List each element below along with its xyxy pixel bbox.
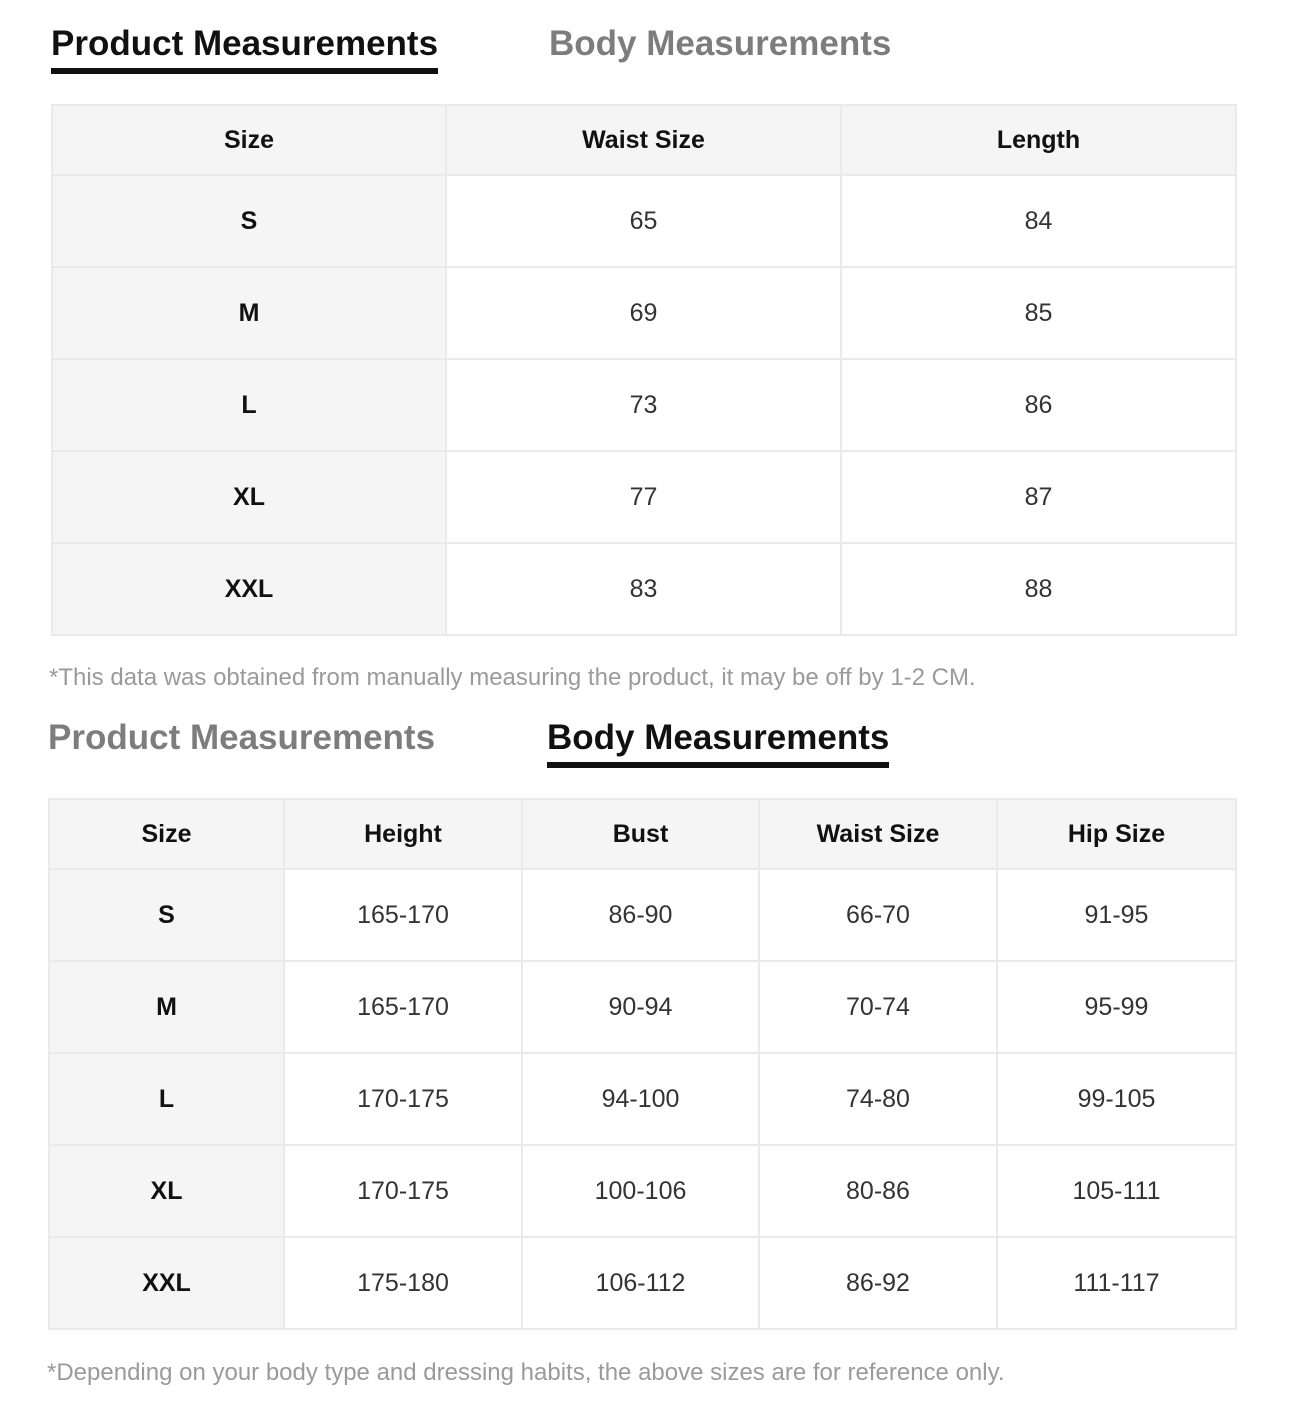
tab-product-measurements[interactable]: Product Measurements	[48, 718, 436, 757]
column-header: Hip Size	[997, 799, 1236, 869]
column-header: Waist Size	[446, 105, 841, 175]
waist-size-cell: 80-86	[759, 1145, 997, 1237]
measurement-tabs	[0, 694, 1300, 794]
table-row	[52, 267, 1236, 359]
product-measurements-section	[0, 0, 1300, 691]
waist-size-cell: 73	[446, 359, 841, 451]
size-cell: XL	[49, 1145, 284, 1237]
size-cell: M	[49, 961, 284, 1053]
column-header: Size	[52, 105, 446, 175]
waist-size-cell: 86-92	[759, 1237, 997, 1329]
bust-cell: 94-100	[522, 1053, 759, 1145]
length-cell: 85	[841, 267, 1236, 359]
table-row	[49, 1237, 1236, 1329]
size-cell: L	[52, 359, 446, 451]
body-measurements-section	[0, 694, 1300, 1386]
length-cell: 88	[841, 543, 1236, 635]
hip-size-cell: 99-105	[997, 1053, 1236, 1145]
tab-product-measurements[interactable]: Product Measurements	[51, 22, 438, 74]
column-header: Length	[841, 105, 1236, 175]
table-header-row	[52, 105, 1236, 175]
table-row	[49, 1145, 1236, 1237]
bust-cell: 100-106	[522, 1145, 759, 1237]
table-row	[52, 175, 1236, 267]
size-cell: S	[49, 869, 284, 961]
height-cell: 165-170	[284, 869, 522, 961]
waist-size-cell: 74-80	[759, 1053, 997, 1145]
waist-size-cell: 77	[446, 451, 841, 543]
waist-size-cell: 66-70	[759, 869, 997, 961]
hip-size-cell: 95-99	[997, 961, 1236, 1053]
waist-size-cell: 65	[446, 175, 841, 267]
table-row	[52, 451, 1236, 543]
height-cell: 170-175	[284, 1053, 522, 1145]
bust-cell: 90-94	[522, 961, 759, 1053]
measurement-tabs	[0, 0, 1300, 100]
size-cell: XXL	[49, 1237, 284, 1329]
size-cell: XL	[52, 451, 446, 543]
size-cell: L	[49, 1053, 284, 1145]
length-cell: 84	[841, 175, 1236, 267]
hip-size-cell: 111-117	[997, 1237, 1236, 1329]
column-header: Size	[49, 799, 284, 869]
column-header: Height	[284, 799, 522, 869]
column-header: Waist Size	[759, 799, 997, 869]
length-cell: 87	[841, 451, 1236, 543]
size-cell: XXL	[52, 543, 446, 635]
reference-disclaimer: *Depending on your body type and dressing habits, the above sizes are for reference only.	[47, 1359, 1005, 1386]
table-row	[49, 1053, 1236, 1145]
height-cell: 165-170	[284, 961, 522, 1053]
bust-cell: 86-90	[522, 869, 759, 961]
table-row	[49, 961, 1236, 1053]
table-row	[49, 869, 1236, 961]
height-cell: 175-180	[284, 1237, 522, 1329]
tab-body-measurements[interactable]: Body Measurements	[549, 24, 892, 63]
column-header: Bust	[522, 799, 759, 869]
body-size-table	[48, 798, 1237, 1330]
table-header-row	[49, 799, 1236, 869]
waist-size-cell: 70-74	[759, 961, 997, 1053]
table-row	[52, 359, 1236, 451]
waist-size-cell: 69	[446, 267, 841, 359]
measurement-disclaimer: *This data was obtained from manually measuring the product, it may be off by 1-2 CM.	[49, 664, 976, 691]
waist-size-cell: 83	[446, 543, 841, 635]
hip-size-cell: 91-95	[997, 869, 1236, 961]
length-cell: 86	[841, 359, 1236, 451]
size-cell: S	[52, 175, 446, 267]
hip-size-cell: 105-111	[997, 1145, 1236, 1237]
height-cell: 170-175	[284, 1145, 522, 1237]
bust-cell: 106-112	[522, 1237, 759, 1329]
size-cell: M	[52, 267, 446, 359]
tab-body-measurements[interactable]: Body Measurements	[547, 716, 889, 768]
table-row	[52, 543, 1236, 635]
product-size-table	[51, 104, 1237, 636]
